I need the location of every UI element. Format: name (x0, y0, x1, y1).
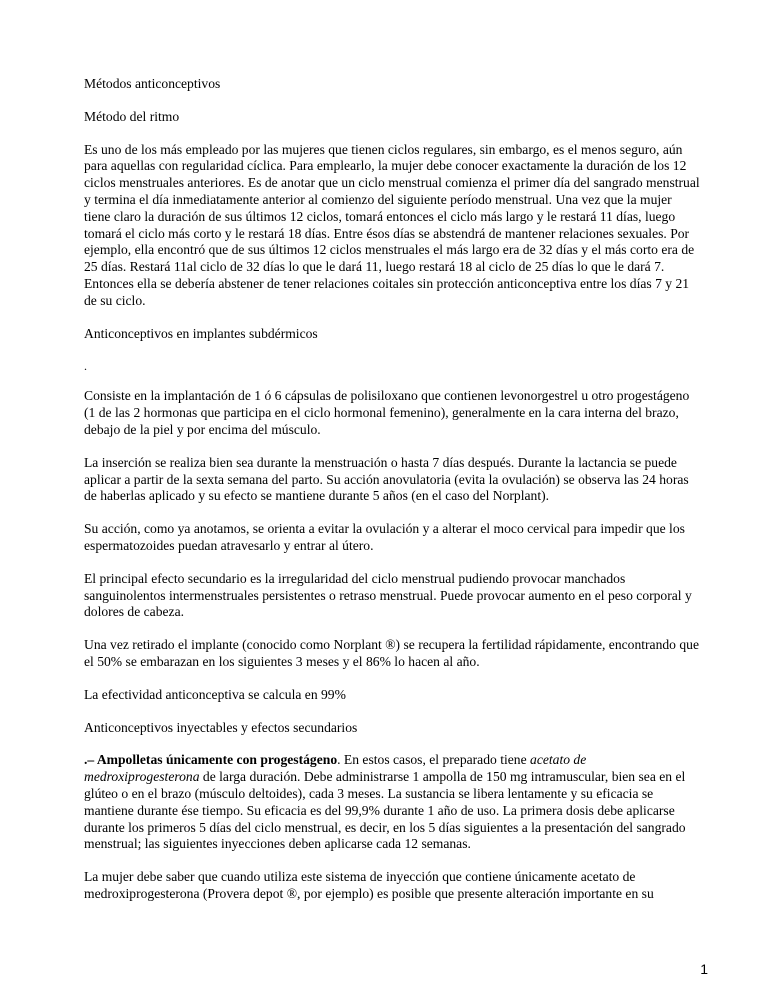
paragraph-implants-action: Su acción, como ya anotamos, se orienta a evitar la ovulación y a alterar el moco cervical para impedir que los espermatozoides puedan atravesarlo y entrar al útero. (84, 521, 685, 553)
paragraph-implants-insertion: La inserción se realiza bien sea durante la menstruación o hasta 7 días después. Durante la lactancia se puede aplicar a partir de la sexta semana del parto. Su acción anovulatoria (evita la ovulación) se observa las 24 horas de haberlas aplicado y su efecto se mantiene durante 5 años (en el caso del Norplant). (84, 454, 689, 504)
section-heading-implants: Anticonceptivos en implantes subdérmicos (84, 325, 318, 341)
stray-dot: . (84, 359, 87, 374)
document-body (84, 76, 700, 919)
paragraph-rhythm-method: Es uno de los más empleado por las mujeres que tienen ciclos regulares, sin embargo, es el menos seguro, aún para aquellas con regularidad cíclica. Para emplearlo, la mujer debe conocer exactamente la duración de los 12 ciclos menstruales anteriores. Es de anotar que un ciclo menstrual comienza el primer día del sangrado menstrual y termina el día inmediatamente anterior al comienzo del siguiente período menstrual. Una vez que la mujer tiene claro la duración de sus últimos 12 ciclos, tomará entonces el ciclo más largo y le restará 11 días, luego tomará el ciclo más corto y le restará 18 días. Entre ésos días se abstendrá de mantener relaciones sexuales. Por ejemplo, ella encontró que de sus últimos 12 ciclos menstruales el más largo era de 32 días y el más corto era de 25 días. Restará 11al ciclo de 32 días lo que le dará 11, luego restará 18 al ciclo de 25 días lo que le dará 7. Entonces ella se debería abstener de tener relaciones coitales sin protección anticonceptiva entre los días 7 y 21 de su ciclo. (84, 141, 700, 308)
text-run: . En estos casos, el preparado tiene (337, 752, 531, 768)
paragraph-injectables-progestogen (84, 752, 700, 853)
italic-term: acetato de medroxiprogesterona (84, 752, 587, 785)
paragraph-implants-side-effects: El principal efecto secundario es la irregularidad del ciclo menstrual pudiendo provocar manchados sanguinolentos intermenstruales persistentes o retraso menstrual. Puede provocar aumento en el peso corporal y dolores de cabeza. (84, 570, 692, 620)
section-heading-rhythm-method: Método del ritmo (84, 108, 180, 124)
text-run: de larga duración. Debe administrarse 1 ampolla de 150 mg intramuscular, bien sea en el glúteo o en el brazo (músculo deltoides), cada 3 meses. La sustancia se libera lentamente y su eficacia se mantiene durante ése tiempo. Su eficacia es del 99,9% durante 1 año de uso. La primera dosis debe aplicarse durante los primeros 5 días del ciclo menstrual, es decir, en los 5 días siguientes a la presentación del sangrado menstrual; las siguientes inyecciones deben aplicarse cada 12 semanas. (84, 769, 686, 852)
section-heading-injectables: Anticonceptivos inyectables y efectos secundarios (84, 719, 358, 735)
paragraph-implants-removal: Una vez retirado el implante (conocido como Norplant ®) se recupera la fertilidad rápidamente, encontrando que el 50% se embarazan en los siguientes 3 meses y el 86% lo hacen al año. (84, 637, 699, 669)
bold-lead-in: .– Ampolletas únicamente con progestágeno (84, 752, 338, 768)
page-number: 1 (700, 961, 708, 977)
paragraph-implants-description: Consiste en la implantación de 1 ó 6 cápsulas de polisiloxano que contienen levonorgestrel u otro progestágeno (1 de las 2 hormonas que participa en el ciclo hormonal femenino), generalmente en la cara interna del brazo, debajo de la piel y por encima del músculo. (84, 388, 690, 437)
document-title: Métodos anticonceptivos (84, 76, 221, 91)
paragraph-injectables-warning: La mujer debe saber que cuando utiliza este sistema de inyección que contiene únicamente acetato de medroxiprogesterona (Provera depot ®, por ejemplo) es posible que presente alteración importante en su (84, 869, 654, 901)
paragraph-implants-effectiveness: La efectividad anticonceptiva se calcula en 99% (84, 686, 346, 702)
